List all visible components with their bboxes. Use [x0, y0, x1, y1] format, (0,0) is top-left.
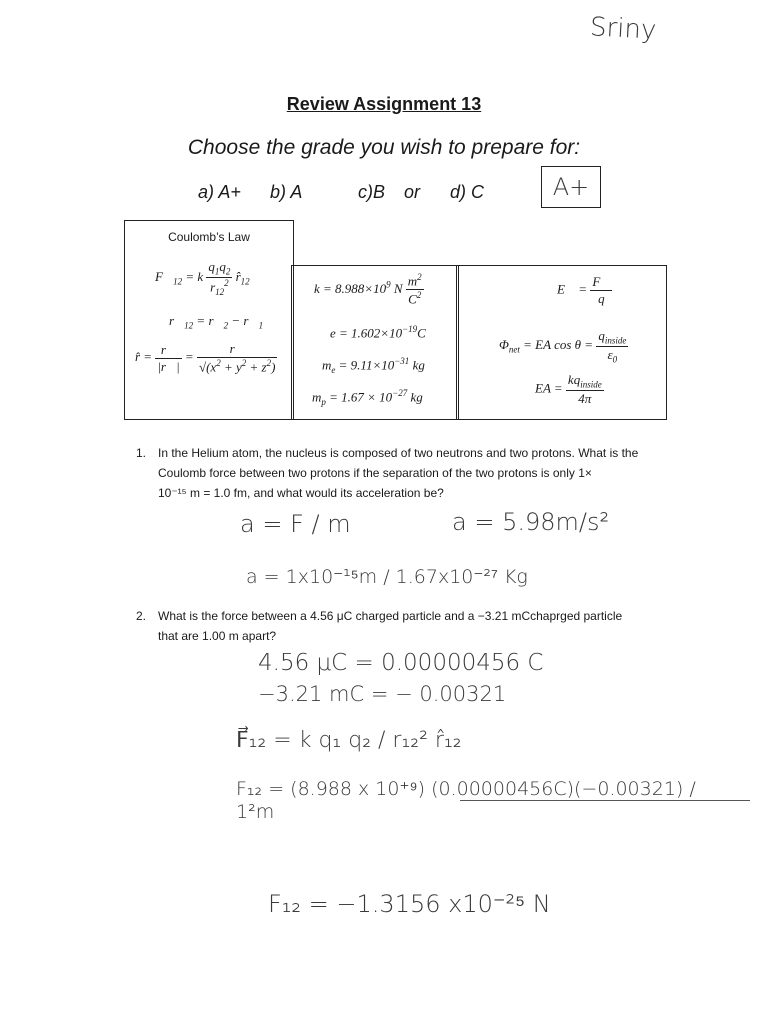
question-2-line-a: What is the force between a 4.56 μC charged particle and a −3.21 mCchaprged particle [158, 609, 623, 623]
q2-charge-2: −3.21 mC = − 0.00321 [258, 682, 507, 706]
q2-charge-1: 4.56 μC = 0.00000456 C [258, 650, 544, 676]
selected-grade: A+ [552, 173, 590, 201]
coulombs-law-heading: Coulomb’s Law [168, 230, 250, 244]
elementary-charge: $e = 1.602\times 10^{-19}C$ [330, 324, 426, 341]
question-1-number: 1. [136, 446, 147, 460]
q2-force-substitution: F₁₂ = (8.988 x 10⁺⁹) (0.00000456C)(−0.00321) / 1²m [236, 778, 696, 823]
page-subtitle: Choose the grade you wish to prepare for: [187, 136, 581, 159]
page-title: Review Assignment 13 [286, 94, 482, 114]
selected-grade-box [541, 166, 601, 208]
coulombs-law-box [124, 220, 294, 420]
separation-vector-formula: $r⃗_{12}$ = $r⃗_2$ − $r⃗_1$ [169, 313, 264, 331]
choice-b: b) A [270, 182, 303, 202]
q1-answer: a = 5.98m/s² [452, 508, 610, 536]
q1-accel-calc: a = 1x10⁻¹⁵m / 1.67x10⁻²⁷ Kg [246, 566, 528, 588]
unit-vector-formula: r̂ = $\frac{r⃗}{|r⃗|}$ = $\frac{r⃗}{√(x^2 + y^2 + z^2)}$ [135, 341, 276, 375]
question-1-line-b: Coulomb force between two protons if the separation of the two protons is only 1× [158, 466, 592, 480]
coulomb-constant: $k = 8.988\times 10^9$ N $\frac{m^2}{C^2}$ [314, 272, 422, 307]
choice-a: a) A+ [198, 182, 241, 202]
gauss-formula: EA = $\frac{kq_{inside}}{4\pi}$ [535, 372, 602, 406]
question-2-number: 2. [136, 609, 147, 623]
gauss-law-box [456, 265, 667, 420]
choice-d: d) C [450, 182, 485, 202]
choice-or: or [404, 182, 421, 202]
question-1 [136, 443, 698, 503]
q2-force-result: F₁₂ = −1.3156 x10⁻²⁵ N [268, 890, 551, 918]
proton-mass: $m_p = 1.67 \times 10^{-27}$ kg [312, 388, 423, 407]
electron-mass: $m_e = 9.11\times 10^{-31}$ kg [322, 356, 425, 375]
electric-flux-formula: $\Phi_{net}$ = EA cos θ = $\frac{q_{inside}}{\varepsilon_0}$ [499, 328, 627, 365]
q2-force-formula: F⃗₁₂ = k q₁ q₂ / r₁₂² r̂₁₂ [236, 728, 462, 753]
question-2-line-b: that are 1.00 m apart? [158, 629, 277, 643]
fraction-bar [460, 800, 750, 801]
coulomb-force-formula: $F⃗_{12} = k$ $\frac{q_1q_2}{r_{12}^2}$ $r̂_{12}$ [155, 259, 250, 297]
choice-c: c)B [358, 182, 385, 202]
question-1-line-c: 10⁻¹⁵ m = 1.0 fm, and what would its acceleration be? [158, 486, 444, 500]
question-1-line-a: In the Helium atom, the nucleus is composed of two neutrons and two protons. What is the [158, 446, 639, 460]
q1-accel-formula: a = F / m [240, 510, 351, 538]
constants-box [291, 265, 459, 420]
question-2 [136, 606, 698, 646]
electric-field-formula: E⃗ = $\frac{F⃗}{q}$ [557, 274, 611, 306]
name-signature: Sriny [589, 12, 658, 46]
